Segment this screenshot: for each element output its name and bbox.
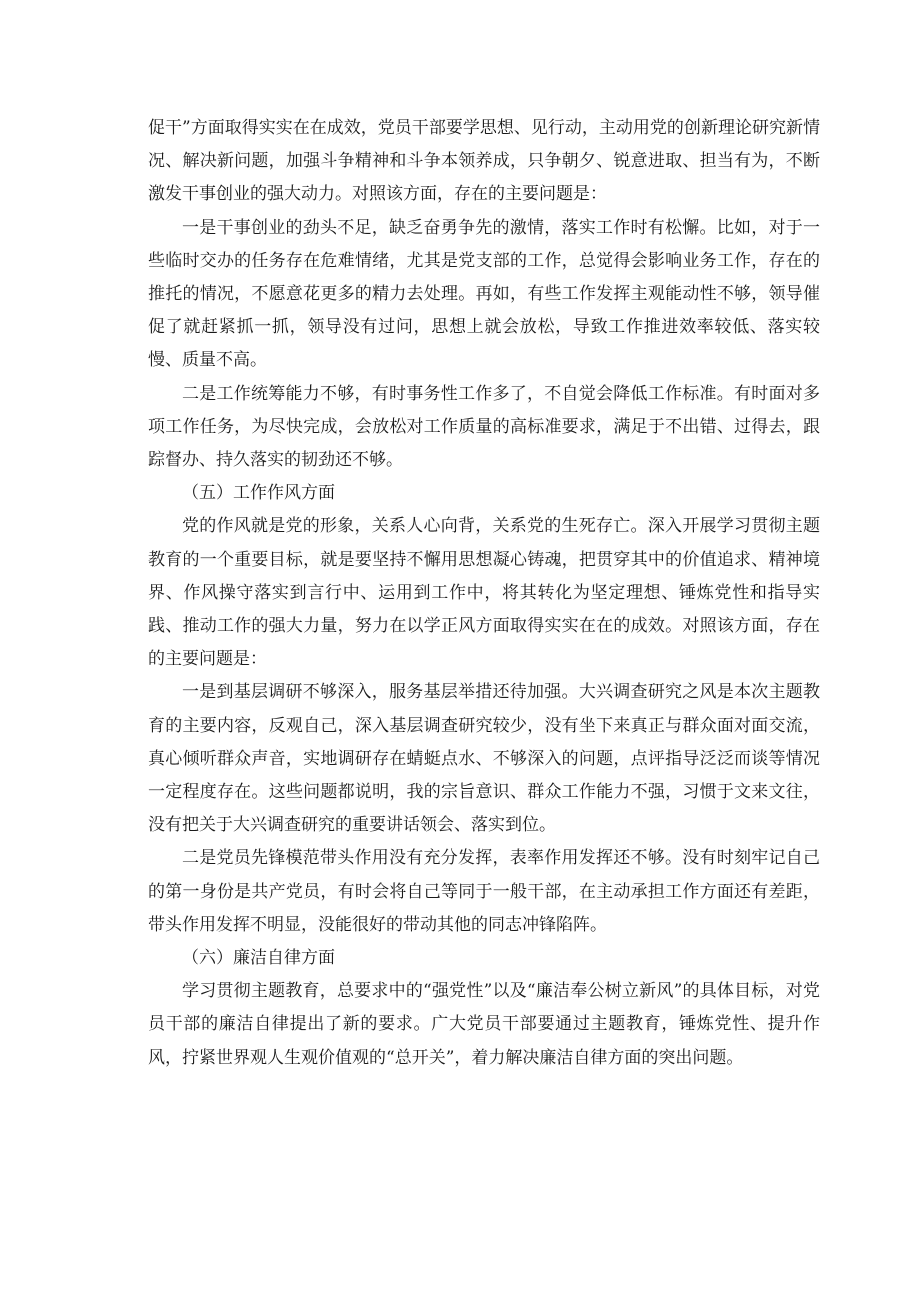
- paragraph-problem-1: 一是干事创业的劲头不足，缺乏奋勇争先的激情，落实工作时有松懈。比如，对于一些临时交办的任务存在危难情绪，尤其是党支部的工作，总觉得会影响业务工作，存在的推托的情况，不愿意花更多的精力去处理。再如，有些工作发挥主观能动性不够，领导催促了就赶紧抓一抓，领导没有过问，思想上就会放松，导致工作推进效率较低、落实较慢、质量不高。: [148, 217, 820, 371]
- section-heading-5: （五）工作作风方面: [182, 483, 335, 504]
- document-body: [148, 112, 820, 1075]
- paragraph-section-5-intro: 党的作风就是党的形象，关系人心向背，关系党的生死存亡。深入开展学习贯彻主题教育的一个重要目标，就是要坚持不懈用思想凝心铸魂，把贯穿其中的价值追求、精神境界、作风操守落实到言行中、运用到工作中，将其转化为坚定理想、锤炼党性和指导实践、推动工作的强大力量，努力在以学正风方面取得实实在在的成效。对照该方面，存在的主要问题是：: [148, 516, 820, 670]
- paragraph-section-6-intro: 学习贯彻主题教育，总要求中的“强党性”以及“廉洁奉公树立新风”的具体目标，对党员干部的廉洁自律提出了新的要求。广大党员干部要通过主题教育，锤炼党性、提升作风，拧紧世界观人生观价值观的“总开关”，着力解决廉洁自律方面的突出问题。: [148, 981, 820, 1068]
- paragraph-continuation: 促干”方面取得实实在在成效，党员干部要学思想、见行动，主动用党的创新理论研究新情况、解决新问题，加强斗争精神和斗争本领养成，只争朝夕、锐意进取、担当有为，不断激发干事创业的强大动力。对照该方面，存在的主要问题是：: [148, 118, 820, 205]
- paragraph-section-5-problem-2: 二是党员先锋模范带头作用没有充分发挥，表率作用发挥还不够。没有时刻牢记自己的第一身份是共产党员，有时会将自己等同于一般干部，在主动承担工作方面还有差距，带头作用发挥不明显，没能很好的带动其他的同志冲锋陷阵。: [148, 848, 820, 935]
- paragraph-section-5-problem-1: 一是到基层调研不够深入，服务基层举措还待加强。大兴调查研究之风是本次主题教育的主要内容，反观自己，深入基层调查研究较少，没有坐下来真正与群众面对面交流，真心倾听群众声音，实地调研存在蜻蜓点水、不够深入的问题，点评指导泛泛而谈等情况一定程度存在。这些问题都说明，我的宗旨意识、群众工作能力不强，习惯于文来文往，没有把关于大兴调查研究的重要讲话领会、落实到位。: [148, 682, 820, 836]
- section-heading-6: （六）廉洁自律方面: [182, 948, 335, 969]
- paragraph-problem-2: 二是工作统筹能力不够，有时事务性工作多了，不自觉会降低工作标准。有时面对多项工作任务，为尽快完成，会放松对工作质量的高标准要求，满足于不出错、过得去，跟踪督办、持久落实的韧劲还不够。: [148, 383, 820, 471]
